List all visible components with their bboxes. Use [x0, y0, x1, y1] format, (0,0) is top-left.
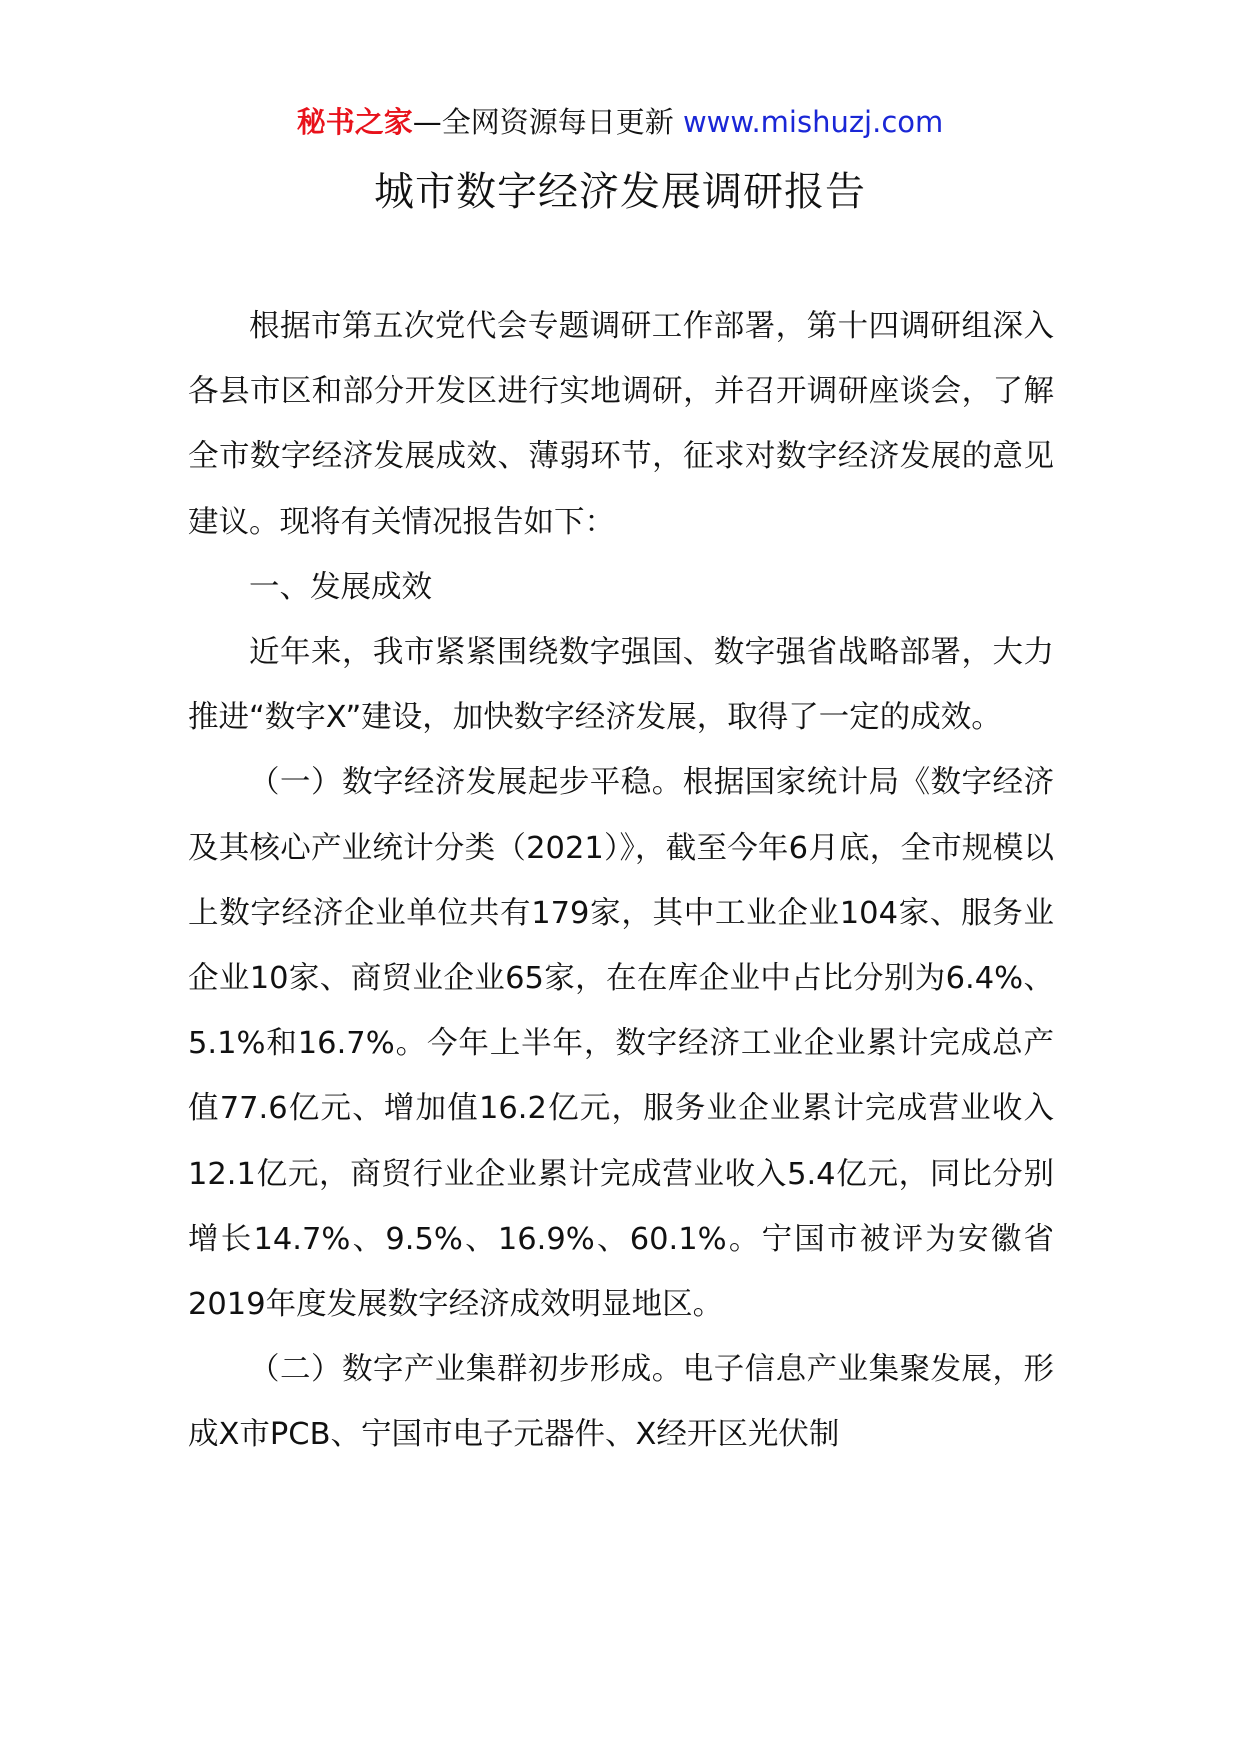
header-slogan: —全网资源每日更新 [412, 105, 683, 139]
brand-name: 秘书之家 [296, 105, 413, 139]
subsection-paragraph-1: （一）数字经济发展起步平稳。根据国家统计局《数字经济及其核心产业统计分类（2021）》，截至今年6月底，全市规模以上数字经济企业单位共有179家，其中工业企业104家、服务业企业10家、商贸业企业65家，在在库企业中占比分别为6.4%、5.1%和16.7%。今年上半年，数字经济工业企业累计完成总产值77.6亿元、增加值16.2亿元，服务业企业累计完成营业收入12.1亿元，商贸行业企业累计完成营业收入5.4亿元，同比分别增长14.7%、9.5%、16.9%、60.1%。宁国市被评为安徽省2019年度发展数字经济成效明显地区。 [188, 765, 1054, 1323]
website-link[interactable]: www.mishuzj.com [682, 105, 944, 139]
overview-paragraph: 近年来，我市紧紧围绕数字强国、数字强省战略部署，大力推进“数字X”建设，加快数字经济发展，取得了一定的成效。 [188, 635, 1054, 736]
document-title: 城市数字经济发展调研报告 [374, 169, 866, 215]
subsection-paragraph-2: （二）数字产业集群初步形成。电子信息产业集聚发展，形成X市PCB、宁国市电子元器件、X经开区光伏制 [188, 1352, 1054, 1453]
source-header [0, 102, 1240, 142]
document-body [188, 294, 1054, 1468]
intro-paragraph: 根据市第五次党代会专题调研工作部署，第十四调研组深入各县市区和部分开发区进行实地调研，并召开调研座谈会，了解全市数字经济发展成效、薄弱环节，征求对数字经济发展的意见建议。现将有关情况报告如下： [188, 309, 1054, 540]
section-heading: 一、发展成效 [249, 569, 432, 605]
